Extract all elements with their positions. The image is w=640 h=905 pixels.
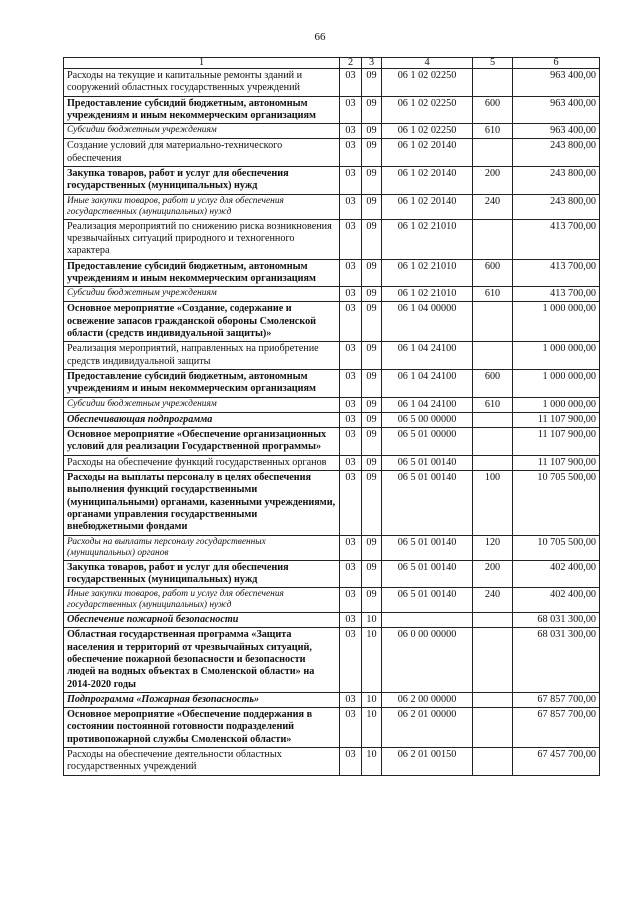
- row-name: Предоставление субсидий бюджетным, автономным учреждениям и иным некоммерческим организациям: [64, 259, 340, 287]
- row-section-code: 03: [340, 471, 362, 535]
- row-section-code: 03: [340, 124, 362, 139]
- row-name: Субсидии бюджетным учреждениям: [64, 124, 340, 139]
- row-target-article-code: 06 1 02 02250: [382, 96, 473, 124]
- row-expense-type-code: 120: [473, 535, 513, 560]
- row-name: Расходы на выплаты персоналу в целях обеспечения выполнения функций государственными (муниципальными) органами, казенными учреждениями, органами управления государственными внебюджетными фондами: [64, 471, 340, 535]
- row-section-code: 03: [340, 708, 362, 748]
- row-name: Расходы на обеспечение деятельности областных государственных учреждений: [64, 748, 340, 776]
- row-target-article-code: 06 5 01 00140: [382, 535, 473, 560]
- page-number: 66: [314, 31, 326, 43]
- row-name: Расходы на обеспечение функций государственных органов: [64, 455, 340, 470]
- row-target-article-code: 06 2 00 00000: [382, 692, 473, 707]
- row-name: Закупка товаров, работ и услуг для обеспечения государственных (муниципальных) нужд: [64, 167, 340, 195]
- row-name: Обеспечение пожарной безопасности: [64, 613, 340, 628]
- row-expense-type-code: 200: [473, 560, 513, 588]
- row-expense-type-code: [473, 428, 513, 456]
- table-row: [64, 139, 600, 167]
- row-amount: 243 800,00: [513, 167, 600, 195]
- row-target-article-code: 06 1 02 21010: [382, 219, 473, 259]
- row-subsection-code: 09: [362, 124, 382, 139]
- row-target-article-code: 06 5 01 00140: [382, 471, 473, 535]
- row-section-code: 03: [340, 139, 362, 167]
- row-subsection-code: 09: [362, 588, 382, 613]
- table-row: [64, 369, 600, 397]
- row-target-article-code: 06 5 01 00140: [382, 455, 473, 470]
- row-target-article-code: 06 1 02 20140: [382, 167, 473, 195]
- row-expense-type-code: [473, 139, 513, 167]
- row-expense-type-code: [473, 692, 513, 707]
- row-section-code: 03: [340, 692, 362, 707]
- table-row: [64, 455, 600, 470]
- row-subsection-code: 09: [362, 397, 382, 412]
- table-row: [64, 428, 600, 456]
- row-name: Основное мероприятие «Обеспечение организационных условий для реализации Государственной программы»: [64, 428, 340, 456]
- row-section-code: 03: [340, 748, 362, 776]
- row-amount: 413 700,00: [513, 219, 600, 259]
- row-section-code: 03: [340, 69, 362, 97]
- row-section-code: 03: [340, 397, 362, 412]
- row-section-code: 03: [340, 560, 362, 588]
- row-name: Иные закупки товаров, работ и услуг для обеспечения государственных (муниципальных) нужд: [64, 588, 340, 613]
- table-row: [64, 194, 600, 219]
- row-target-article-code: 06 1 04 00000: [382, 302, 473, 342]
- row-name: Создание условий для материально-технического обеспечения: [64, 139, 340, 167]
- row-expense-type-code: [473, 412, 513, 427]
- row-expense-type-code: [473, 342, 513, 370]
- row-subsection-code: 09: [362, 167, 382, 195]
- row-expense-type-code: [473, 219, 513, 259]
- row-expense-type-code: [473, 455, 513, 470]
- table-row: [64, 412, 600, 427]
- row-section-code: 03: [340, 167, 362, 195]
- row-amount: 67 857 700,00: [513, 692, 600, 707]
- row-name: Реализация мероприятий, направленных на приобретение средств индивидуальной защиты: [64, 342, 340, 370]
- table-row: [64, 124, 600, 139]
- row-expense-type-code: 240: [473, 194, 513, 219]
- row-name: Субсидии бюджетным учреждениям: [64, 397, 340, 412]
- table-row: [64, 708, 600, 748]
- row-section-code: 03: [340, 428, 362, 456]
- row-amount: 413 700,00: [513, 259, 600, 287]
- row-amount: 68 031 300,00: [513, 628, 600, 692]
- row-subsection-code: 09: [362, 287, 382, 302]
- row-section-code: 03: [340, 194, 362, 219]
- header-col-3: 3: [362, 58, 382, 69]
- row-subsection-code: 09: [362, 535, 382, 560]
- table-row: [64, 692, 600, 707]
- row-amount: 11 107 900,00: [513, 428, 600, 456]
- row-subsection-code: 09: [362, 471, 382, 535]
- row-name: Областная государственная программа «Защита населения и территорий от чрезвычайных ситуаций, обеспечение пожарной безопасности и безопасности людей на водных объектах в Смоленской области» на 2014-2020 годы: [64, 628, 340, 692]
- table-row: [64, 613, 600, 628]
- row-section-code: 03: [340, 259, 362, 287]
- row-section-code: 03: [340, 535, 362, 560]
- row-subsection-code: 09: [362, 194, 382, 219]
- row-subsection-code: 09: [362, 428, 382, 456]
- table-row: [64, 96, 600, 124]
- row-amount: 413 700,00: [513, 287, 600, 302]
- row-target-article-code: 06 1 02 21010: [382, 287, 473, 302]
- header-col-2: 2: [340, 58, 362, 69]
- row-subsection-code: 09: [362, 139, 382, 167]
- row-section-code: 03: [340, 455, 362, 470]
- table-row: [64, 69, 600, 97]
- row-target-article-code: 06 5 01 00140: [382, 560, 473, 588]
- row-section-code: 03: [340, 628, 362, 692]
- row-section-code: 03: [340, 287, 362, 302]
- row-target-article-code: 06 1 02 02250: [382, 124, 473, 139]
- row-section-code: 03: [340, 96, 362, 124]
- row-target-article-code: 06 1 04 24100: [382, 397, 473, 412]
- row-expense-type-code: [473, 628, 513, 692]
- table-row: [64, 219, 600, 259]
- table-row: [64, 471, 600, 535]
- row-amount: 963 400,00: [513, 69, 600, 97]
- header-col-1: 1: [64, 58, 340, 69]
- row-subsection-code: 10: [362, 748, 382, 776]
- row-name: Закупка товаров, работ и услуг для обеспечения государственных (муниципальных) нужд: [64, 560, 340, 588]
- row-subsection-code: 09: [362, 455, 382, 470]
- row-amount: 243 800,00: [513, 139, 600, 167]
- row-target-article-code: 06 1 04 24100: [382, 369, 473, 397]
- row-amount: 10 705 500,00: [513, 471, 600, 535]
- row-name: Основное мероприятие «Обеспечение поддержания в состоянии постоянной готовности подразделений противопожарной службы Смоленской области»: [64, 708, 340, 748]
- row-subsection-code: 09: [362, 302, 382, 342]
- row-expense-type-code: 600: [473, 96, 513, 124]
- row-expense-type-code: [473, 613, 513, 628]
- table-row: [64, 302, 600, 342]
- row-expense-type-code: [473, 302, 513, 342]
- row-target-article-code: 06 2 01 00000: [382, 708, 473, 748]
- row-section-code: 03: [340, 302, 362, 342]
- table-row: [64, 628, 600, 692]
- row-section-code: 03: [340, 342, 362, 370]
- row-subsection-code: 09: [362, 96, 382, 124]
- row-expense-type-code: [473, 708, 513, 748]
- row-name: Основное мероприятие «Создание, содержание и освежение запасов гражданской обороны Смоленской области (средств индивидуальной защиты)»: [64, 302, 340, 342]
- table-row: [64, 342, 600, 370]
- row-expense-type-code: [473, 69, 513, 97]
- row-target-article-code: 06 2 01 00150: [382, 748, 473, 776]
- header-col-5: 5: [473, 58, 513, 69]
- table-row: [64, 259, 600, 287]
- row-target-article-code: [382, 613, 473, 628]
- row-expense-type-code: 100: [473, 471, 513, 535]
- row-subsection-code: 09: [362, 69, 382, 97]
- row-target-article-code: 06 5 01 00140: [382, 588, 473, 613]
- row-subsection-code: 09: [362, 219, 382, 259]
- row-name: Предоставление субсидий бюджетным, автономным учреждениям и иным некоммерческим организациям: [64, 369, 340, 397]
- row-expense-type-code: 200: [473, 167, 513, 195]
- row-name: Подпрограмма «Пожарная безопасность»: [64, 692, 340, 707]
- row-section-code: 03: [340, 613, 362, 628]
- table-row: [64, 748, 600, 776]
- row-expense-type-code: 610: [473, 397, 513, 412]
- header-row: [64, 58, 600, 69]
- budget-table: [63, 57, 600, 776]
- row-section-code: 03: [340, 369, 362, 397]
- row-target-article-code: 06 1 04 24100: [382, 342, 473, 370]
- row-name: Реализация мероприятий по снижению риска возникновения чрезвычайных ситуаций природного и техногенного характера: [64, 219, 340, 259]
- table-row: [64, 167, 600, 195]
- table-row: [64, 287, 600, 302]
- row-amount: 1 000 000,00: [513, 342, 600, 370]
- row-amount: 68 031 300,00: [513, 613, 600, 628]
- row-name: Субсидии бюджетным учреждениям: [64, 287, 340, 302]
- row-subsection-code: 09: [362, 342, 382, 370]
- row-amount: 11 107 900,00: [513, 455, 600, 470]
- row-subsection-code: 10: [362, 613, 382, 628]
- row-amount: 67 457 700,00: [513, 748, 600, 776]
- row-name: Иные закупки товаров, работ и услуг для обеспечения государственных (муниципальных) нужд: [64, 194, 340, 219]
- row-amount: 402 400,00: [513, 588, 600, 613]
- row-target-article-code: 06 1 02 20140: [382, 194, 473, 219]
- row-amount: 10 705 500,00: [513, 535, 600, 560]
- table-row: [64, 560, 600, 588]
- row-amount: 1 000 000,00: [513, 397, 600, 412]
- row-expense-type-code: [473, 748, 513, 776]
- row-target-article-code: 06 5 00 00000: [382, 412, 473, 427]
- row-amount: 963 400,00: [513, 124, 600, 139]
- header-col-6: 6: [513, 58, 600, 69]
- row-expense-type-code: 600: [473, 259, 513, 287]
- row-expense-type-code: 610: [473, 124, 513, 139]
- header-col-4: 4: [382, 58, 473, 69]
- row-name: Предоставление субсидий бюджетным, автономным учреждениям и иным некоммерческим организациям: [64, 96, 340, 124]
- row-section-code: 03: [340, 219, 362, 259]
- table-row: [64, 397, 600, 412]
- row-amount: 11 107 900,00: [513, 412, 600, 427]
- row-section-code: 03: [340, 588, 362, 613]
- table-row: [64, 588, 600, 613]
- row-expense-type-code: 610: [473, 287, 513, 302]
- row-subsection-code: 09: [362, 560, 382, 588]
- row-amount: 1 000 000,00: [513, 302, 600, 342]
- row-amount: 67 857 700,00: [513, 708, 600, 748]
- row-name: Расходы на текущие и капитальные ремонты зданий и сооружений областных государственных учреждений: [64, 69, 340, 97]
- row-expense-type-code: 240: [473, 588, 513, 613]
- row-amount: 243 800,00: [513, 194, 600, 219]
- row-subsection-code: 09: [362, 369, 382, 397]
- row-target-article-code: 06 1 02 20140: [382, 139, 473, 167]
- row-name: Расходы на выплаты персоналу государственных (муниципальных) органов: [64, 535, 340, 560]
- row-amount: 963 400,00: [513, 96, 600, 124]
- row-section-code: 03: [340, 412, 362, 427]
- row-subsection-code: 10: [362, 628, 382, 692]
- table-row: [64, 535, 600, 560]
- row-target-article-code: 06 0 00 00000: [382, 628, 473, 692]
- row-target-article-code: 06 5 01 00000: [382, 428, 473, 456]
- row-target-article-code: 06 1 02 02250: [382, 69, 473, 97]
- row-amount: 1 000 000,00: [513, 369, 600, 397]
- row-subsection-code: 10: [362, 692, 382, 707]
- row-target-article-code: 06 1 02 21010: [382, 259, 473, 287]
- row-name: Обеспечивающая подпрограмма: [64, 412, 340, 427]
- row-amount: 402 400,00: [513, 560, 600, 588]
- row-subsection-code: 09: [362, 259, 382, 287]
- row-expense-type-code: 600: [473, 369, 513, 397]
- row-subsection-code: 09: [362, 412, 382, 427]
- row-subsection-code: 10: [362, 708, 382, 748]
